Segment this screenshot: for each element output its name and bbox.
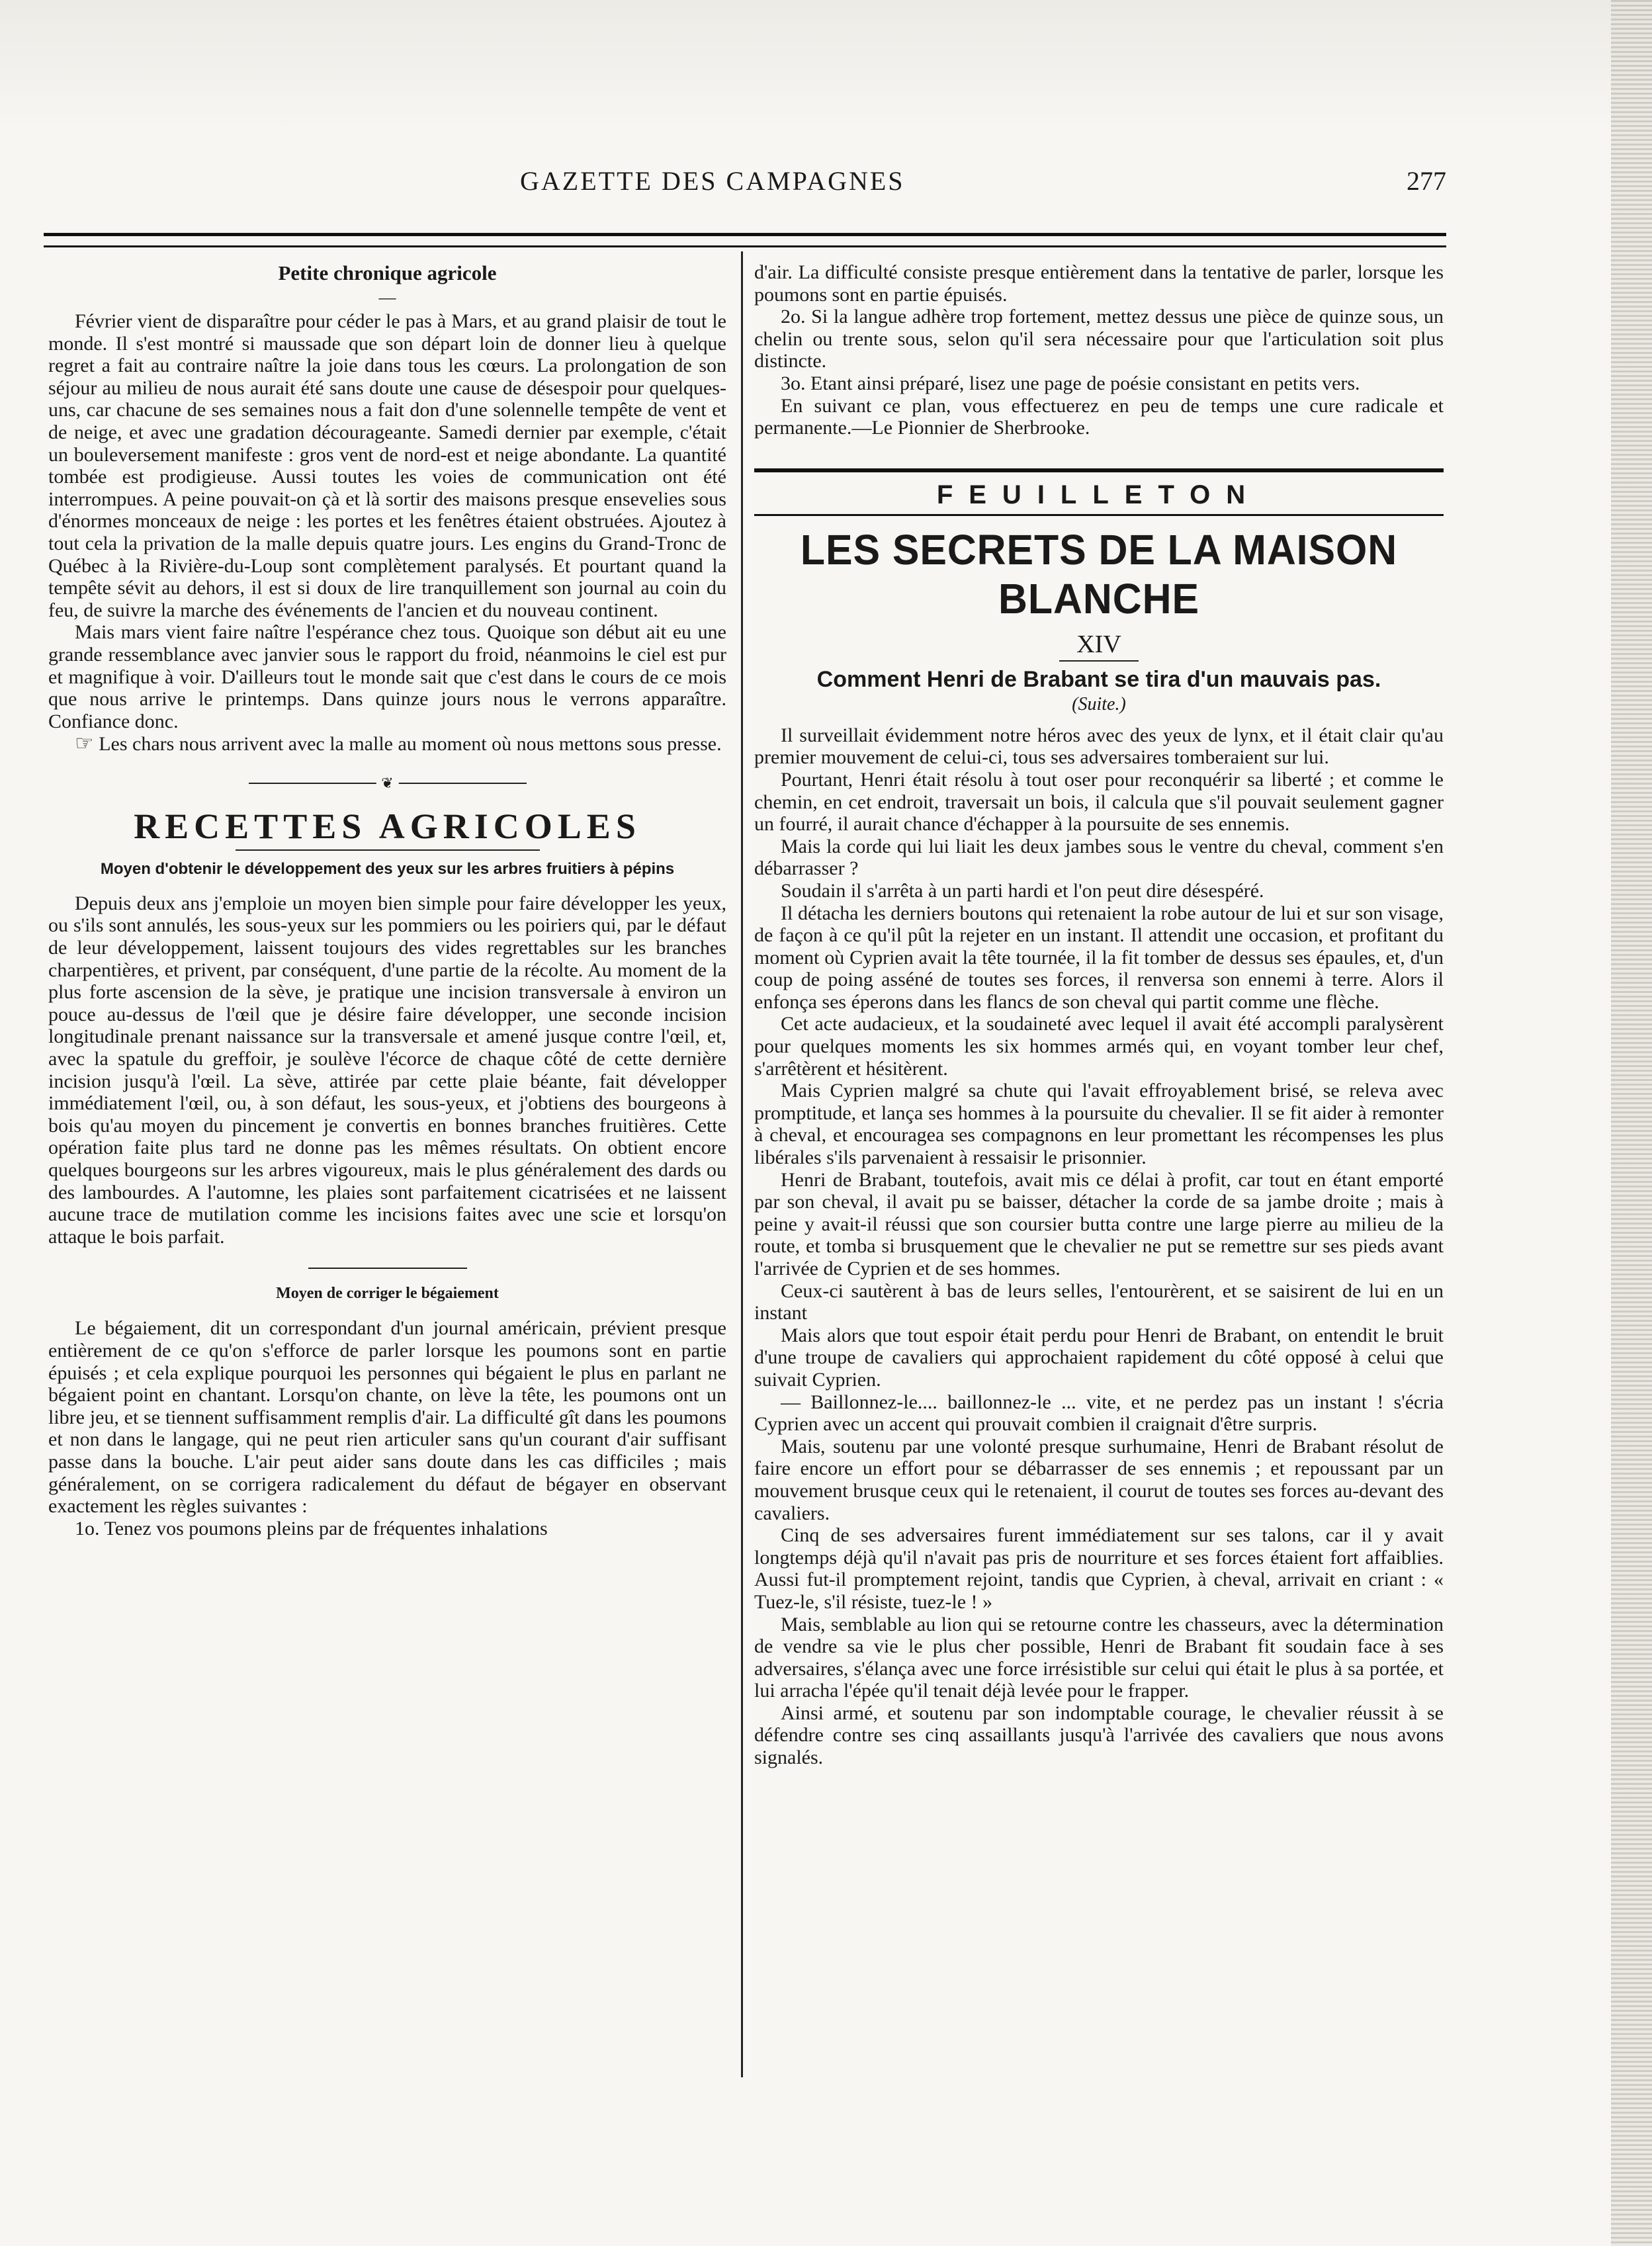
chapter-suite-note: (Suite.) bbox=[1072, 693, 1126, 714]
feuilleton-rule-top bbox=[754, 468, 1444, 472]
scan-binding-edge bbox=[1611, 0, 1652, 2246]
begaiement-item-3: 3o. Etant ainsi préparé, lisez une page de poésie consistant en petits vers. bbox=[781, 372, 1360, 394]
chapter-rule bbox=[1059, 660, 1139, 662]
right-column bbox=[754, 261, 1444, 1769]
feuilleton-band bbox=[754, 468, 1444, 516]
feuilleton-paragraph: — Baillonnez-le.... baillonnez-le ... vite, et ne perdez pas un instant ! s'écria Cyprien avec un accent qui prouvait combien il craignait d'être surpris. bbox=[754, 1391, 1444, 1436]
chronique-paragraph-1: Février vient de disparaître pour céder le pas à Mars, et au grand plaisir de tout le monde. Il s'est montré si maussade que son départ loin de donner lieu à quelque regret a fait au contraire naître la joie dans tous les cœurs. La prolongation de son séjour au milieu de nous aurait été sans doute une cause de désespoir pour quelques-uns, car chacune de ses semaines nous a fait don d'une solennelle tempête de vent et de neige, et avec une gradation décourageante. Samedi dernier par exemple, c'était un bouleversement manifeste : gros vent de nord-est et neige abondante. La quantité tombée est prodigieuse. Aussi toutes les voies de communication ont été interrompues. A peine pouvait-on çà et là sortir des maisons presque ensevelies sous d'énormes monceaux de neige : les portes et les fenêtres étaient obstruées. Ajoutez à tout cela la privation de la malle depuis quatre jours. Les engins du Grand-Tronc de Québec à la Rivière-du-Loup sont complètement paralysés. Et pourtant quand la tempête sévit au dehors, il est si doux de lire tranquillement son journal au coin du feu, de suivre la marche des événements de l'ancien et du nouveau continent. bbox=[48, 310, 726, 621]
header-rule bbox=[44, 233, 1446, 247]
feuilleton-label: FEUILLETON bbox=[936, 480, 1262, 509]
begaiement-title: Moyen de corriger le bégaiement bbox=[276, 1285, 499, 1303]
feuilleton-paragraph: Henri de Brabant, toutefois, avait mis ce délai à profit, car tout en étant emporté par son cheval, il avait pu se baisser, détacher la corde de sa jambe droite ; mais à peine y avait-il réussi que son coursier butta contre une large pierre au milieu de la route, et tomba si brusquement que le chevalier ne put se remettre sur ses pieds avant l'arrivée de Cyprien et de ses hommes. bbox=[754, 1168, 1444, 1279]
feuilleton-rule-bottom bbox=[754, 514, 1444, 516]
recettes-title: RECETTES AGRICOLES bbox=[134, 806, 641, 846]
feuilleton-paragraph: Cet acte audacieux, et la soudaineté avec lequel il avait été accompli paralysèrent pour quelques moments les six hommes armés qui, en voyant tomber leur chef, s'arrêtèrent et hésitèrent. bbox=[754, 1013, 1444, 1080]
chronique-note-text: Les chars nous arrivent avec la malle au moment où nous mettons sous presse. bbox=[99, 733, 722, 756]
chapter-title: Comment Henri de Brabant se tira d'un mauvais pas. bbox=[816, 666, 1381, 692]
recettes-paragraph: Depuis deux ans j'emploie un moyen bien simple pour faire développer les yeux, ou s'ils sont annulés, les sous-yeux sur les pommiers ou les poiriers qui, par le défaut de leur développement, laissent toujours des vides regrettables sur les branches charpentières, et privent, par conséquent, d'une partie de la récolte. Au moment de la plus forte ascension de la sève, je pratique une incision transversale à environ un pouce au-dessus de l'œil que je désire faire développer, une seconde incision longitudinale prenant naissance sur la transversale et amené jusque contre l'œil, et, avec la spatule du greffoir, je soulève l'écorce de chaque côté de cette dernière incision jusqu'à l'œil. La sève, attirée par cette plaie béante, fait développer immédiatement l'œil, ou, à son défaut, les sous-yeux, et j'obtiens des bourgeons à bois qu'au moyen du pincement je convertis en bonnes branches fruitières. Cette opération faite plus tard ne donne pas les mêmes résultats. On obtient encore quelques bourgeons sur les arbres vigoureux, mais le plus généralement des dards ou des lambourdes. A l'automne, les plaies sont parfaitement cicatrisées et ne laissent aucune trace de mutilation comme les incisions faites avec une scie et lorsqu'on attaque le bois parfait. bbox=[48, 892, 726, 1248]
feuilleton-paragraph: Ceux-ci sautèrent à bas de leurs selles, l'entourèrent, et se saisirent de lui en un instant bbox=[754, 1279, 1444, 1324]
recettes-subheading: Moyen d'obtenir le développement des yeux sur les arbres fruitiers à pépins bbox=[100, 859, 675, 878]
feuilleton-paragraph: Soudain il s'arrêta à un parti hardi et l'on peut dire désespéré. bbox=[781, 879, 1264, 902]
feuilleton-paragraph: Ainsi armé, et soutenu par son indomptable courage, le chevalier réussit à se défendre contre ses cinq assaillants jusqu'à l'arrivée des cavaliers que nous avons signalés. bbox=[754, 1702, 1444, 1769]
pointing-hand-icon: ☞ bbox=[75, 731, 94, 756]
page-number: 277 bbox=[1407, 166, 1446, 196]
begaiement-closing: En suivant ce plan, vous effectuerez en peu de temps une cure radicale et permanente.—Le Pionnier de Sherbrooke. bbox=[754, 394, 1444, 439]
feuilleton-paragraph: Il détacha les derniers boutons qui retenaient la robe autour de lui et sur son visage, de façon à ce qu'il pût la rejeter en un instant. Il attendit une occasion, et profitant du moment où Cyprien avait la tête tournée, il la fit tomber de dessus ses épaules, et, d'un coup de poing asséné de toutes ses forces, il renversa son ennemi à terre. Alors il enfonça ses éperons dans les flancs de son cheval qui partit comme une flèche. bbox=[754, 902, 1444, 1013]
section-rule bbox=[308, 1268, 467, 1269]
chronique-note bbox=[48, 732, 726, 756]
begaiement-item-2: 2o. Si la langue adhère trop fortement, mettez dessus une pièce de quinze sous, un chelin ou trente sous, selon qu'il sera nécessaire pour que l'articulation soit plus distincte. bbox=[754, 306, 1444, 372]
begaiement-continued: d'air. La difficulté consiste presque entièrement dans la tentative de parler, lorsque les poumons sont en partie épuisés. bbox=[754, 261, 1444, 306]
feuilleton-paragraph: Mais, soutenu par une volonté presque surhumaine, Henri de Brabant résolut de faire encore un effort pour se débarrasser de ses ennemis ; et repoussant par un mouvement brusque ceux qui le retenaient, il courut de toutes ses forces au-devant des cavaliers. bbox=[754, 1435, 1444, 1524]
novel-title: LES SECRETS DE LA MAISON BLANCHE bbox=[800, 525, 1398, 623]
recettes-title-rule bbox=[236, 849, 540, 851]
chronique-dash: — bbox=[378, 288, 396, 307]
feuilleton-paragraph: Mais la corde qui lui liait les deux jambes sous le ventre du cheval, comment s'en débarrasser ? bbox=[754, 835, 1444, 880]
section-ornament bbox=[249, 775, 527, 791]
feuilleton-paragraph: Mais Cyprien malgré sa chute qui l'avait effroyablement brisé, se releva avec promptitude, et lança ses hommes à la poursuite du chevalier. Il se fit aider à remonter à cheval, et encouragea ses compagnons en leur promettant les récompenses les plus libérales s'ils parvenaient à ressaisir le prisonnier. bbox=[754, 1080, 1444, 1169]
feuilleton-paragraph: Il surveillait évidemment notre héros avec des yeux de lynx, et il était clair qu'au premier mouvement de celui-ci, tous ses adversaires tomberaient sur lui. bbox=[754, 724, 1444, 769]
running-title: GAZETTE DES CAMPAGNES bbox=[520, 166, 905, 196]
chronique-title: Petite chronique agricole bbox=[278, 261, 497, 284]
chronique-paragraph-2: Mais mars vient faire naître l'espérance chez tous. Quoique son début ait eu une grande ressemblance avec janvier sous le rapport du froid, néanmoins le ciel est pur et magnifique à voir. D'ailleurs tout le monde sait que c'est dans le cours de ce mois que nous arrive le printemps. Dans quinze jours nous le verrons apparaître. Confiance donc. bbox=[48, 621, 726, 732]
feuilleton-paragraph: Pourtant, Henri était résolu à tout oser pour reconquérir sa liberté ; et comme le chemin, en cet endroit, traversait un bois, il calcula que s'il pouvait seulement gagner un fourré, il aurait chance d'échapper à la poursuite de ses ennemis. bbox=[754, 768, 1444, 836]
ornament-flourish-icon: ❦ bbox=[376, 777, 398, 790]
page-header bbox=[44, 165, 1446, 218]
begaiement-item-1: 1o. Tenez vos poumons pleins par de fréquentes inhalations bbox=[75, 1517, 548, 1539]
feuilleton-paragraph: Cinq de ses adversaires furent immédiatement sur ses talons, car il y avait longtemps déjà qu'il n'avait pas pris de nourriture et ses forces étaient fort affaiblies. Aussi fut-il promptement rejoint, tandis que Cyprien, à cheval, arrivait en criant : « Tuez-le, s'il résiste, tuez-le ! » bbox=[754, 1524, 1444, 1613]
left-column bbox=[48, 261, 726, 1539]
begaiement-paragraph: Le bégaiement, dit un correspondant d'un journal américain, prévient presque entièrement de ce qu'on s'efforce de parler lorsque les poumons sont en partie épuisés ; et cela explique pourquoi les personnes qui bégaient le plus en parlant ne bégaient point en chantant. Lorsqu'on chante, on lève la tête, les poumons ont un libre jeu, et se tiennent suffisamment remplis d'air. La difficulté gît dans les poumons et non dans le langage, qui ne peut rien articuler sans qu'un courant d'air suffisant passe dans la bouche. L'air peut aider sans doute dans les cas difficiles ; mais généralement, on se corrigera radicalement du défaut de bégayer en observant exactement les règles suivantes : bbox=[48, 1317, 726, 1518]
chapter-number: XIV bbox=[1076, 630, 1121, 658]
feuilleton-paragraph: Mais, semblable au lion qui se retourne contre les chasseurs, avec la détermination de vendre sa vie le plus cher possible, Henri de Brabant fit soudain face à ses adversaires, s'élança avec une force irrésistible sur celui qui était le plus à sa portée, et lui arracha l'épée qu'il tenait déjà levée pour le frapper. bbox=[754, 1613, 1444, 1702]
feuilleton-paragraph: Mais alors que tout espoir était perdu pour Henri de Brabant, on entendit le bruit d'une troupe de cavaliers qui approchaient rapidement du côté opposé à celui que suivait Cyprien. bbox=[754, 1324, 1444, 1391]
scan-margin-top bbox=[0, 0, 1652, 132]
column-divider bbox=[741, 251, 743, 2077]
